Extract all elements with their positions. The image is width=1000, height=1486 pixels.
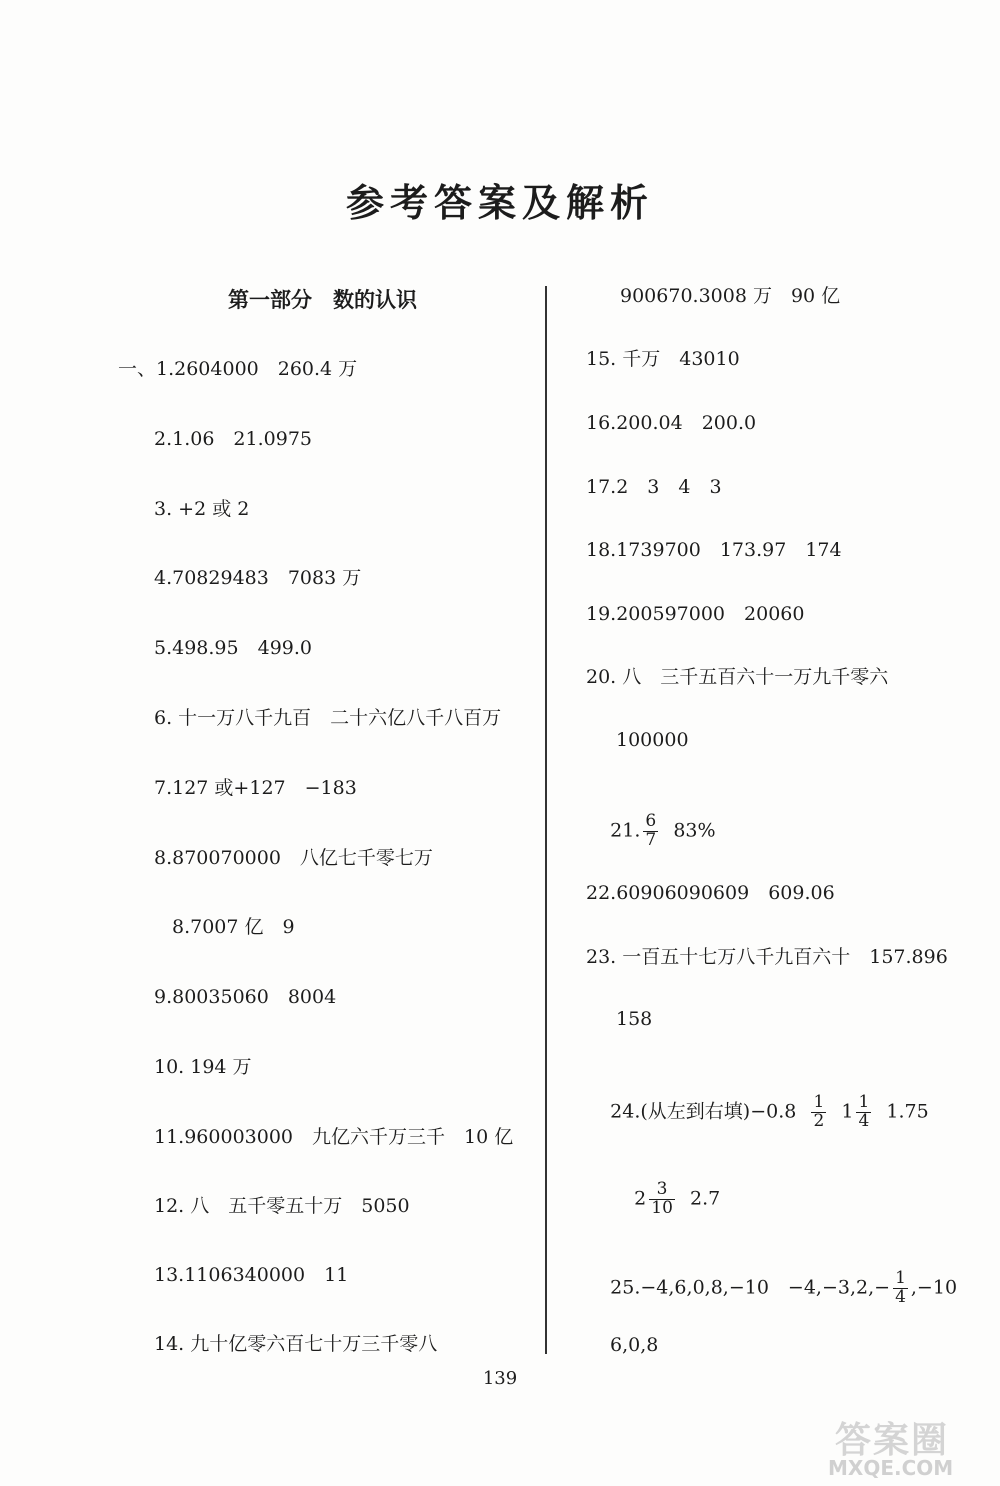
answer-q21 [586, 794, 716, 869]
fraction-numerator: 3 [649, 1181, 675, 1200]
answer-q21-label: 21. [610, 819, 641, 842]
fraction [649, 1181, 675, 1218]
fraction [893, 1270, 908, 1307]
mixed-whole: 2 [634, 1187, 647, 1210]
page-title: 参考答案及解析 [345, 181, 654, 225]
fraction-denominator: 4 [858, 1110, 870, 1131]
answer-q4: 4.70829483 7083 万 [154, 567, 362, 589]
answer-q14: 14. 九十亿零六百七十万三千零八 [154, 1333, 438, 1355]
answer-q17: 17.2 3 4 3 [586, 476, 722, 498]
fraction [643, 813, 658, 850]
fraction-numerator: 1 [858, 1092, 870, 1112]
answer-q24-rest: 1.75 [886, 1100, 929, 1123]
answer-q1: 一、1.2604000 260.4 万 [118, 358, 358, 380]
answer-q5: 5.498.95 499.0 [154, 637, 313, 659]
fraction-numerator: 1 [813, 1092, 825, 1112]
answer-q8-cont: 8.7007 亿 9 [172, 916, 295, 938]
fraction [811, 1094, 826, 1131]
fraction-numerator: 6 [645, 811, 657, 831]
fraction-denominator: 10 [651, 1197, 673, 1218]
answer-q9: 9.80035060 8004 [154, 986, 337, 1008]
watermark-url: MXQE.COM [828, 1456, 954, 1480]
answer-q18: 18.1739700 173.97 174 [586, 539, 842, 561]
answer-q21-rest: 83% [673, 819, 716, 842]
answer-q12: 12. 八 五千零五十万 5050 [154, 1195, 410, 1217]
answer-q23: 23. 一百五十七万八千九百六十 157.896 [586, 946, 948, 968]
answer-q11: 11.960003000 九亿六千万三千 10 亿 [154, 1126, 514, 1148]
answer-q25-rest: ,−10 [910, 1276, 958, 1299]
answer-q13: 13.1106340000 11 [154, 1264, 349, 1286]
fraction [856, 1094, 871, 1131]
answer-q15: 15. 千万 43010 [586, 348, 740, 370]
fraction-denominator: 2 [813, 1110, 825, 1131]
answer-q23-cont: 158 [616, 1008, 653, 1030]
answer-q2: 2.1.06 21.0975 [154, 428, 313, 450]
fraction-numerator: 1 [895, 1268, 906, 1288]
answer-q20-cont: 100000 [616, 729, 689, 751]
answer-q24-cont-rest: 2.7 [690, 1187, 721, 1210]
answer-q25 [586, 1251, 957, 1326]
mixed-whole: 1 [841, 1100, 854, 1123]
answer-q8: 8.870070000 八亿七千零七万 [154, 847, 433, 869]
column-divider [545, 286, 547, 1354]
answer-q20: 20. 八 三千五百六十一万九千零六 [586, 666, 889, 688]
answer-q16: 16.200.04 200.0 [586, 412, 757, 434]
page-number: 139 [482, 1368, 518, 1389]
answer-q10: 10. 194 万 [154, 1056, 252, 1078]
answer-q6: 6. 十一万八千九百 二十六亿八千八百万 [154, 707, 502, 729]
answer-q24-label: 24.(从左到右填)−0.8 [610, 1100, 797, 1123]
answer-q19: 19.200597000 20060 [586, 603, 805, 625]
answer-q22: 22.60906090609 609.06 [586, 882, 835, 904]
answer-q25-label: 25.−4,6,0,8,−10 −4,−3,2,− [610, 1276, 891, 1299]
answer-q24 [586, 1075, 929, 1150]
section-title: 第一部分 数的认识 [228, 288, 417, 312]
answer-q24-cont [610, 1162, 720, 1237]
fraction-denominator: 4 [895, 1286, 906, 1307]
answer-q3: 3. +2 或 2 [154, 498, 250, 520]
answer-q14-cont: 900670.3008 万 90 亿 [620, 285, 841, 307]
watermark-logo: 答案圈 [835, 1420, 950, 1461]
answer-q25-cont: 6,0,8 [610, 1334, 659, 1356]
fraction-denominator: 7 [645, 829, 657, 850]
answer-q7: 7.127 或+127 −183 [154, 777, 357, 799]
